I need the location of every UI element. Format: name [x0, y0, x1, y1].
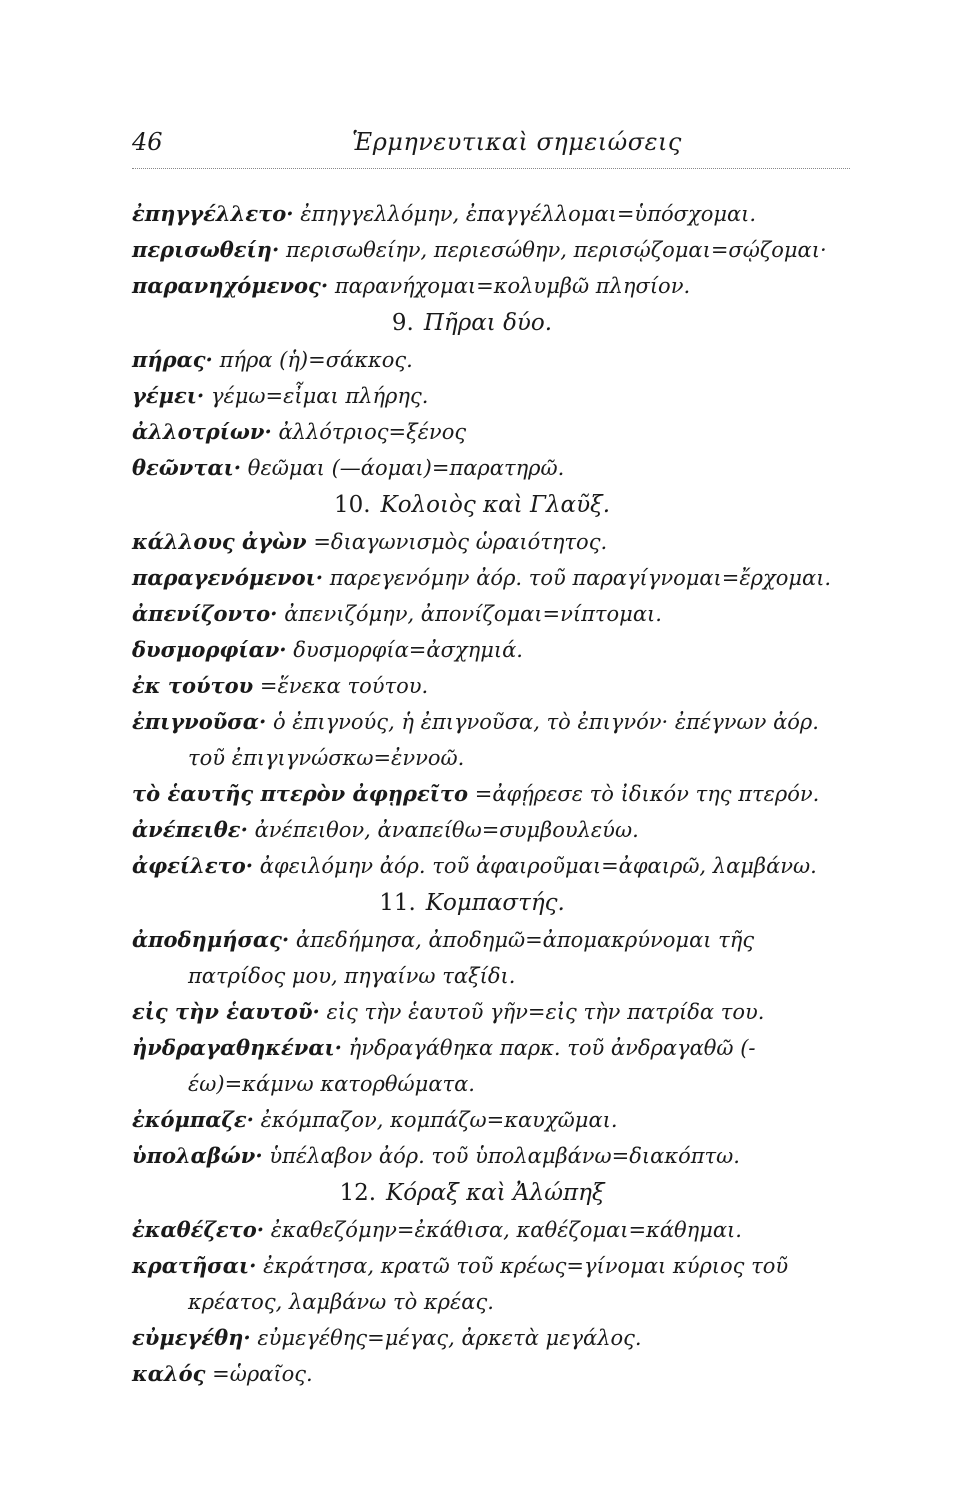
glossary-entry: [132, 1138, 852, 1174]
entry-lemma: θεῶνται·: [132, 455, 242, 480]
running-head: Ἑρμηνευτικαὶ σημειώσεις: [352, 128, 682, 156]
glossary-entry: [132, 1356, 852, 1392]
entry-lemma: ἀνέπειθε·: [132, 817, 248, 842]
entry-lemma: ἐπηγγέλλετο·: [132, 201, 294, 226]
entry-gloss: ἐπηγγελλόμην, ἐπαγγέλλομαι=ὑπόσχομαι.: [300, 202, 757, 226]
entry-gloss: ἀλλότριος=ξένος: [278, 420, 467, 444]
glossary-entry: [132, 560, 852, 596]
entry-gloss: πήρα (ἡ)=σάκκος.: [219, 348, 413, 372]
entry-lemma: ἐπιγνοῦσα·: [132, 709, 267, 734]
entry-lemma: εἰς τὴν ἑαυτοῦ·: [132, 999, 320, 1024]
glossary-entry: [132, 342, 852, 378]
fable-number: 9.: [391, 310, 414, 336]
entry-gloss: =ἀφῄρεσε τὸ ἰδικόν της πτερόν.: [474, 782, 820, 806]
entry-gloss: εὐμεγέθης=μέγας, ἀρκετὰ μεγάλος.: [257, 1326, 642, 1350]
glossary-entry: [132, 812, 852, 848]
glossary-entry: [132, 268, 852, 304]
entry-lemma: εὐμεγέθη·: [132, 1325, 251, 1350]
entry-lemma: ἐκόμπαζε·: [132, 1107, 254, 1132]
entry-lemma: κάλλους ἀγὼν: [132, 529, 307, 554]
glossary-entry: [132, 196, 852, 232]
fable-heading: [132, 1174, 852, 1212]
entry-gloss: ἀπεδήμησα, ἀποδημῶ=ἀπομακρύνομαι τῆς πατρίδος μου, πηγαίνω ταξίδι.: [188, 928, 755, 988]
entry-lemma: περισωθείη·: [132, 237, 280, 262]
fable-heading: [132, 884, 852, 922]
entry-gloss: =διαγωνισμὸς ὡραιότητος.: [313, 530, 608, 554]
entry-gloss: παρεγενόμην ἀόρ. τοῦ παραγίγνομαι=ἔρχομαι.: [329, 566, 832, 590]
entry-gloss: ἠνδραγάθηκα παρκ. τοῦ ἀνδραγαθῶ (-έω)=κάμνω κατορθώματα.: [188, 1036, 756, 1096]
glossary-entry: [132, 378, 852, 414]
entry-lemma: ἀφείλετο·: [132, 853, 254, 878]
fable-number: 11.: [379, 890, 416, 916]
glossary-entry: [132, 632, 852, 668]
entry-gloss: ὁ ἐπιγνούς, ἡ ἐπιγνοῦσα, τὸ ἐπιγνόν· ἐπέγνων ἀόρ. τοῦ ἐπιγιγνώσκω=ἐννοῶ.: [188, 710, 819, 770]
entry-gloss: ἀφειλόμην ἀόρ. τοῦ ἀφαιροῦμαι=ἀφαιρῶ, λαμβάνω.: [259, 854, 817, 878]
fable-title: Κόραξ καὶ Ἀλώπηξ: [386, 1180, 605, 1206]
glossary-entry: [132, 704, 852, 776]
entry-lemma: ἠνδραγαθηκέναι·: [132, 1035, 342, 1060]
entry-lemma: τὸ ἑαυτῆς πτερὸν ἀφῃρεῖτο: [132, 781, 469, 806]
fable-number: 12.: [339, 1180, 377, 1206]
entry-gloss: ἐκράτησα, κρατῶ τοῦ κρέως=γίνομαι κύριος τοῦ κρέατος, λαμβάνω τὸ κρέας.: [188, 1254, 789, 1314]
glossary-entry: [132, 1248, 852, 1320]
entry-lemma: παρανηχόμενος·: [132, 273, 329, 298]
glossary-entry: [132, 232, 852, 268]
entry-lemma: ἀλλοτρίων·: [132, 419, 272, 444]
page-number: 46: [132, 128, 163, 156]
entry-gloss: ἀνέπειθον, ἀναπείθω=συμβουλεύω.: [254, 818, 639, 842]
entry-lemma: καλός: [132, 1361, 206, 1386]
glossary-entry: [132, 776, 852, 812]
glossary-entry: [132, 596, 852, 632]
glossary-entry: [132, 414, 852, 450]
entry-lemma: ὑπολαβών·: [132, 1143, 263, 1168]
fable-heading: [132, 304, 852, 342]
glossary-entry: [132, 848, 852, 884]
fable-title: Πῆραι δύο.: [423, 310, 553, 336]
glossary-entry: [132, 668, 852, 704]
entry-lemma: κρατῆσαι·: [132, 1253, 257, 1278]
entry-lemma: ἀποδημήσας·: [132, 927, 290, 952]
entry-lemma: ἀπενίζοντο·: [132, 601, 278, 626]
entry-lemma: δυσμορφίαν·: [132, 637, 287, 662]
fable-title: Κολοιὸς καὶ Γλαῦξ.: [380, 492, 611, 518]
entry-lemma: γέμει·: [132, 383, 205, 408]
glossary-entry: [132, 1030, 852, 1102]
glossary-entry: [132, 922, 852, 994]
entry-gloss: ἐκαθεζόμην=ἐκάθισα, καθέζομαι=κάθημαι.: [270, 1218, 742, 1242]
entry-lemma: ἐκαθέζετο·: [132, 1217, 265, 1242]
glossary-entries: [132, 196, 852, 1392]
entry-gloss: =ὡραῖος.: [212, 1362, 313, 1386]
glossary-entry: [132, 1102, 852, 1138]
entry-gloss: ἐκόμπαζον, κομπάζω=καυχῶμαι.: [260, 1108, 618, 1132]
glossary-entry: [132, 524, 852, 560]
entry-gloss: εἰς τὴν ἑαυτοῦ γῆν=εἰς τὴν πατρίδα του.: [326, 1000, 765, 1024]
fable-heading: [132, 486, 852, 524]
fable-title: Κομπαστής.: [425, 890, 565, 916]
entry-lemma: ἐκ τούτου: [132, 673, 254, 698]
entry-gloss: ὑπέλαβον ἀόρ. τοῦ ὑπολαμβάνω=διακόπτω.: [269, 1144, 740, 1168]
glossary-entry: [132, 1320, 852, 1356]
entry-gloss: δυσμορφία=ἀσχημιά.: [293, 638, 523, 662]
glossary-entry: [132, 450, 852, 486]
entry-lemma: πήρας·: [132, 347, 213, 372]
entry-gloss: ἀπενιζόμην, ἀπονίζομαι=νίπτομαι.: [284, 602, 662, 626]
fable-number: 10.: [333, 492, 371, 518]
entry-gloss: παρανήχομαι=κολυμβῶ πλησίον.: [334, 274, 691, 298]
entry-gloss: =ἕνεκα τούτου.: [259, 674, 429, 698]
page-header: [132, 128, 850, 169]
entry-lemma: παραγενόμενοι·: [132, 565, 324, 590]
entry-gloss: περισωθείην, περιεσώθην, περισῴζομαι=σῴζομαι·: [285, 238, 827, 262]
glossary-entry: [132, 1212, 852, 1248]
entry-gloss: γέμω=εἶμαι πλήρης.: [210, 384, 429, 408]
glossary-entry: [132, 994, 852, 1030]
entry-gloss: θεῶμαι (—άομαι)=παρατηρῶ.: [247, 456, 565, 480]
